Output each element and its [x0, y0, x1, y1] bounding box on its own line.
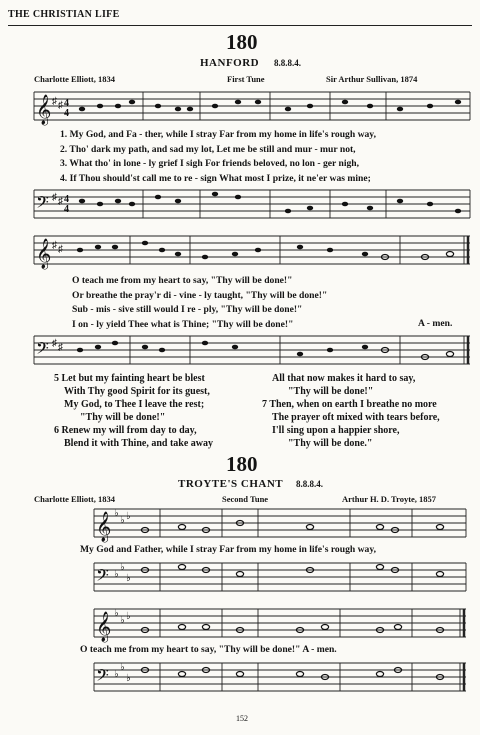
bass-staff: [0, 657, 480, 699]
bass-staff: [0, 557, 480, 597]
page-number: 152: [236, 714, 248, 723]
section-header: THE CHRISTIAN LIFE: [8, 9, 120, 20]
svg-text:♭: ♭: [114, 608, 119, 619]
lyric-line-1: 1. My God, and Fa - ther, while I stray Far from my home in life's rough way,: [60, 129, 376, 140]
verse-6-line-2: Blend it with Thine, and take away: [64, 438, 214, 449]
svg-text:♯: ♯: [58, 244, 63, 255]
svg-text:♯: ♯: [52, 192, 57, 203]
svg-text:♯: ♯: [52, 338, 57, 349]
verse-6-line-1: 6 Renew my will from day to day,: [54, 425, 197, 436]
refrain-line-4: I on - ly yield Thee what is Thine; "Thy will be done!": [72, 318, 294, 330]
author-credit: Charlotte Elliott, 1834: [34, 74, 115, 84]
hymn-number: 180: [226, 30, 258, 54]
verses-right: [262, 372, 440, 450]
second-author-credit: Charlotte Elliott, 1834: [34, 494, 115, 504]
svg-text:♯: ♯: [58, 196, 63, 207]
header-rule: [8, 25, 472, 26]
svg-text:♭: ♭: [126, 673, 131, 684]
second-composer-credit: Arthur H. D. Troyte, 1857: [342, 494, 437, 504]
verse-6-line-3: All that now makes it hard to say,: [272, 373, 416, 384]
svg-text:𝄞: 𝄞: [36, 95, 52, 124]
svg-text:𝄢: 𝄢: [96, 567, 109, 589]
verse-5-line-4: "Thy will be done!": [80, 412, 166, 423]
svg-text:♭: ♭: [120, 615, 125, 626]
verse-lyrics: [60, 128, 376, 186]
tune-label: First Tune: [227, 74, 265, 84]
verses-left: [54, 372, 213, 450]
second-tune-label: Second Tune: [222, 494, 269, 504]
svg-text:♯: ♯: [52, 240, 57, 251]
svg-text:𝄢: 𝄢: [36, 340, 49, 362]
treble-staff: [0, 503, 480, 543]
verse-7-line-1: 7 Then, when on earth I breathe no more: [262, 399, 437, 410]
bass-staff: [0, 184, 480, 228]
svg-text:♭: ♭: [120, 562, 125, 573]
treble-staff: [0, 84, 480, 128]
svg-text:♯: ♯: [58, 342, 63, 353]
svg-text:4: 4: [64, 98, 69, 109]
tune-meter: 8.8.8.4.: [274, 58, 301, 68]
second-tune-name: TROYTE'S CHANT: [178, 478, 284, 490]
svg-text:♭: ♭: [126, 573, 131, 584]
svg-text:𝄞: 𝄞: [96, 512, 112, 541]
second-hymn-number: 180: [226, 452, 258, 476]
verse-5-line-1: 5 Let but my fainting heart be blest: [54, 373, 205, 384]
lyric-line-3: 3. What tho' in lone - ly grief I sigh For friends beloved, no lon - ger nigh,: [60, 158, 360, 169]
verse-5-line-2: With Thy good Spirit for its guest,: [64, 386, 210, 397]
svg-text:♯: ♯: [52, 96, 57, 107]
composer-credit: Sir Arthur Sullivan, 1874: [326, 74, 418, 84]
lyric-line-4: 4. If Thou should'st call me to re - sign What most I prize, it ne'er was mine;: [60, 172, 371, 184]
svg-text:4: 4: [64, 108, 69, 119]
svg-text:♭: ♭: [114, 508, 119, 519]
svg-text:♯: ♯: [58, 100, 63, 111]
lyric-line-2: 2. Tho' dark my path, and sad my lot, Let me be still and mur - mur not,: [60, 143, 356, 155]
refrain-line-3: Sub - mis - sive still would I re - ply, "Thy will be done!": [72, 304, 303, 315]
treble-staff: [0, 603, 480, 643]
svg-text:𝄞: 𝄞: [36, 239, 52, 268]
svg-text:𝄢: 𝄢: [36, 194, 49, 216]
svg-text:♭: ♭: [126, 511, 131, 522]
verse-6-line-4: "Thy will be done!": [288, 386, 374, 397]
tune-name: HANFORD: [200, 57, 260, 69]
chant-line-1: My God and Father, while I stray Far from my home in life's rough way,: [80, 544, 376, 555]
verse-7-line-2: The prayer oft mixed with tears before,: [272, 412, 440, 423]
treble-staff: [0, 230, 480, 274]
verse-7-line-4: "Thy will be done.": [288, 438, 373, 449]
bass-staff: [0, 330, 480, 370]
svg-text:♭: ♭: [120, 662, 125, 673]
verse-5-line-3: My God, to Thee I leave the rest;: [64, 399, 205, 410]
svg-text:♭: ♭: [114, 669, 119, 680]
amen-label: A - men.: [418, 318, 453, 329]
svg-text:𝄢: 𝄢: [96, 667, 109, 689]
svg-text:♭: ♭: [126, 611, 131, 622]
second-tune-meter: 8.8.8.4.: [296, 479, 323, 489]
svg-text:♭: ♭: [114, 569, 119, 580]
refrain-lyrics: [72, 274, 327, 332]
svg-text:4: 4: [64, 194, 69, 205]
svg-text:4: 4: [64, 204, 69, 215]
svg-text:♭: ♭: [120, 515, 125, 526]
chant-line-2: O teach me from my heart to say, "Thy will be done!" A - men.: [80, 644, 337, 655]
verse-7-line-3: I'll sing upon a happier shore,: [272, 425, 400, 436]
svg-text:𝄞: 𝄞: [96, 612, 112, 641]
refrain-line-2: Or breathe the pray'r di - vine - ly taught, "Thy will be done!": [72, 289, 328, 301]
refrain-line-1: O teach me from my heart to say, "Thy will be done!": [72, 275, 293, 286]
